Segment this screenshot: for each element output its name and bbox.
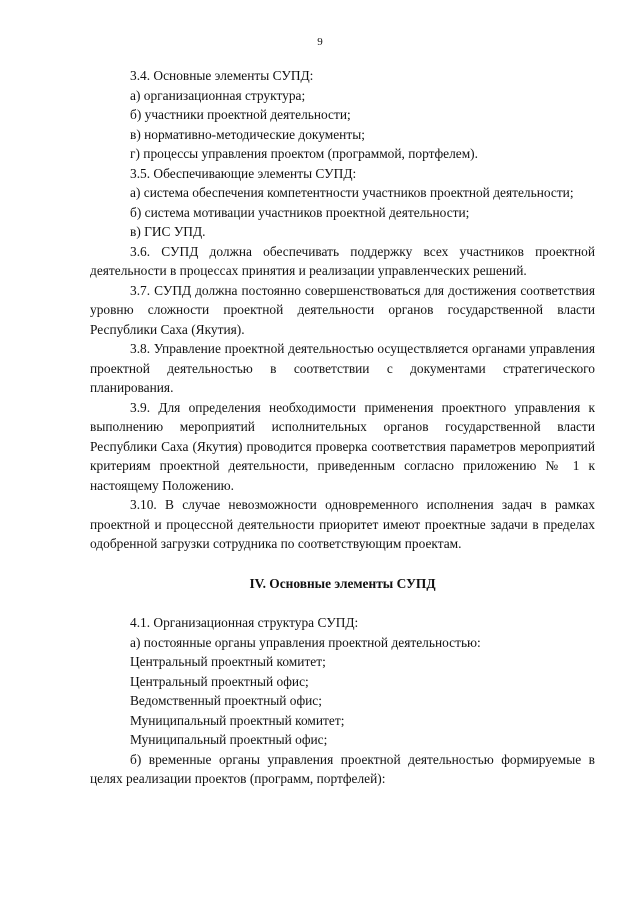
paragraph: б) система мотивации участников проектной деятельности; xyxy=(130,204,470,220)
paragraph: 3.6. СУПД должна обеспечивать поддержку всех участников проектной деятельности в процессах принятия и реализации управленческих решений. xyxy=(90,243,595,278)
paragraph: Центральный проектный комитет; xyxy=(130,654,326,669)
paragraph: б) участники проектной деятельности; xyxy=(130,107,351,122)
section-heading: IV. Основные элементы СУПД xyxy=(249,575,436,591)
paragraph: а) организационная структура; xyxy=(130,87,306,103)
paragraph: Муниципальный проектный офис; xyxy=(130,732,328,747)
paragraph: 3.9. Для определения необходимости применения проектного управления к выполнению мероприятий исполнительных органов государственной власти Республики Саха (Якутия) проводится проверка соответствия параметров мероприятий критериям проектной деятельности, приведенным согласно приложению № 1 к настоящему Положению. xyxy=(90,399,595,493)
paragraph: в) ГИС УПД. xyxy=(130,224,206,239)
paragraph: б) временные органы управления проектной деятельностью формируемые в целях реализации проектов (программ, портфелей): xyxy=(90,751,595,786)
paragraph: а) постоянные органы управления проектной деятельностью: xyxy=(130,634,481,650)
paragraph: г) процессы управления проектом (программой, портфелем). xyxy=(130,146,478,161)
paragraph: 3.4. Основные элементы СУПД: xyxy=(130,68,314,83)
paragraph: 3.5. Обеспечивающие элементы СУПД: xyxy=(130,165,357,181)
page-number: 9 xyxy=(317,36,323,48)
paragraph: в) нормативно-методические документы; xyxy=(130,126,365,142)
paragraph: Центральный проектный офис; xyxy=(130,673,309,689)
paragraph: Ведомственный проектный офис; xyxy=(130,693,322,708)
paragraph: 3.7. СУПД должна постоянно совершенствоваться для достижения соответствия уровню сложности проектной деятельности органов государственной власти Республики Саха (Якутия). xyxy=(90,282,595,337)
paragraph: 3.10. В случае невозможности одновременного исполнения задач в рамках проектной и процессной деятельности приоритет имеют проектные задачи в пределах одобренной загрузки сотрудника по соответствующим проектам. xyxy=(90,497,595,551)
paragraph: 3.8. Управление проектной деятельностью осуществляется органами управления проектной деятельностью в соответствии с документами стратегического планирования. xyxy=(90,341,595,395)
paragraph: а) система обеспечения компетентности участников проектной деятельности; xyxy=(130,185,574,200)
document-body xyxy=(90,66,595,789)
paragraph: Муниципальный проектный комитет; xyxy=(130,712,345,728)
paragraph: 4.1. Организационная структура СУПД: xyxy=(130,615,359,630)
